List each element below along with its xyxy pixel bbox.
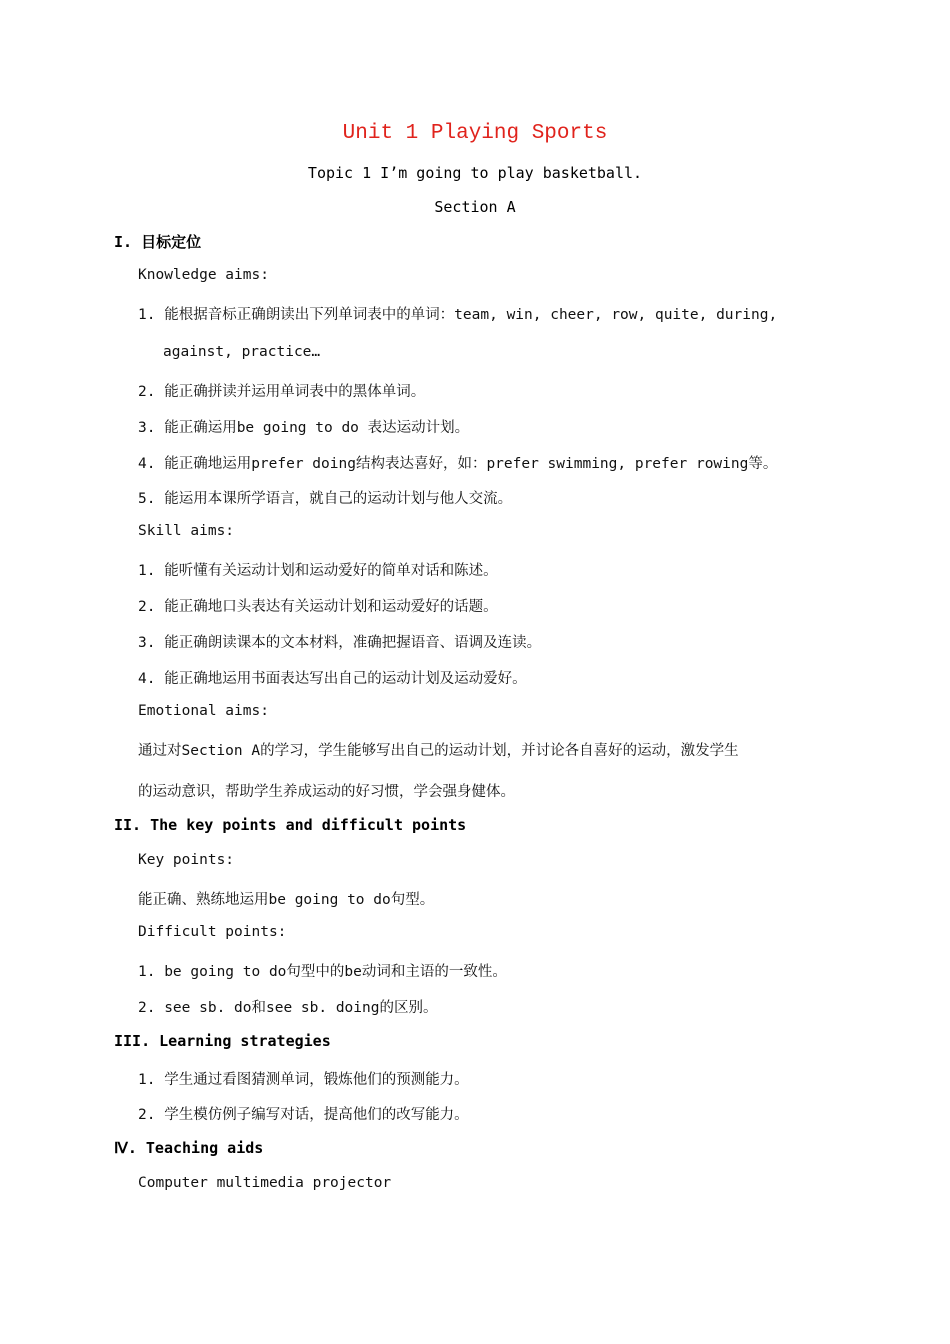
knowledge-aim-5: 5. 能运用本课所学语言，就自己的运动计划与他人交流。: [138, 491, 513, 507]
difficult-point-2: 2. see sb. do和see sb. doing的区别。: [138, 1000, 438, 1016]
strategy-2: 2. 学生模仿例子编写对话，提高他们的改写能力。: [138, 1107, 469, 1123]
skill-aim-1: 1. 能听懂有关运动计划和运动爱好的简单对话和陈述。: [138, 563, 498, 579]
difficult-point-1: 1. be going to do句型中的be动词和主语的一致性。: [138, 964, 507, 980]
emotional-aims-label: Emotional aims:: [138, 703, 269, 719]
skill-aim-4: 4. 能正确地运用书面表达写出自己的运动计划及运动爱好。: [138, 671, 527, 687]
knowledge-aim-4: 4. 能正确地运用prefer doing结构表达喜好，如：prefer swimming, prefer rowing等。: [138, 456, 778, 472]
difficult-points-label: Difficult points:: [138, 924, 287, 940]
knowledge-aim-1: 1. 能根据音标正确朗读出下列单词表中的单词：team, win, cheer, row, quite, during,: [138, 307, 778, 323]
knowledge-aim-3: 3. 能正确运用be going to do 表达运动计划。: [138, 420, 470, 436]
heading-goals: I. 目标定位: [114, 233, 202, 251]
teaching-aid-1: Computer multimedia projector: [138, 1175, 392, 1191]
doc-title: Unit 1 Playing Sports: [342, 122, 608, 145]
knowledge-aim-1-cont: against, practice…: [163, 344, 321, 360]
emotional-aim-line-2: 的运动意识，帮助学生养成运动的好习惯，学会强身健体。: [138, 784, 515, 800]
key-points-label: Key points:: [138, 852, 235, 868]
knowledge-aims-label: Knowledge aims:: [138, 267, 269, 283]
emotional-aim-line-1: 通过对Section A的学习，学生能够写出自己的运动计划，并讨论各自喜好的运动，激发学生: [138, 743, 739, 759]
heading-learning-strategies: III. Learning strategies: [114, 1032, 331, 1050]
heading-teaching-aids: Ⅳ. Teaching aids: [114, 1139, 264, 1157]
skill-aim-2: 2. 能正确地口头表达有关运动计划和运动爱好的话题。: [138, 599, 498, 615]
heading-key-points: II. The key points and difficult points: [114, 816, 467, 834]
skill-aim-3: 3. 能正确朗读课本的文本材料，准确把握语音、语调及连读。: [138, 635, 542, 651]
topic-subtitle: Topic 1 I’m going to play basketball.: [307, 164, 643, 182]
skill-aims-label: Skill aims:: [138, 523, 235, 539]
key-point-1: 能正确、熟练地运用be going to do句型。: [138, 892, 435, 908]
strategy-1: 1. 学生通过看图猜测单词，锻炼他们的预测能力。: [138, 1072, 469, 1088]
section-subtitle: Section A: [434, 198, 516, 216]
knowledge-aim-2: 2. 能正确拼读并运用单词表中的黑体单词。: [138, 384, 426, 400]
